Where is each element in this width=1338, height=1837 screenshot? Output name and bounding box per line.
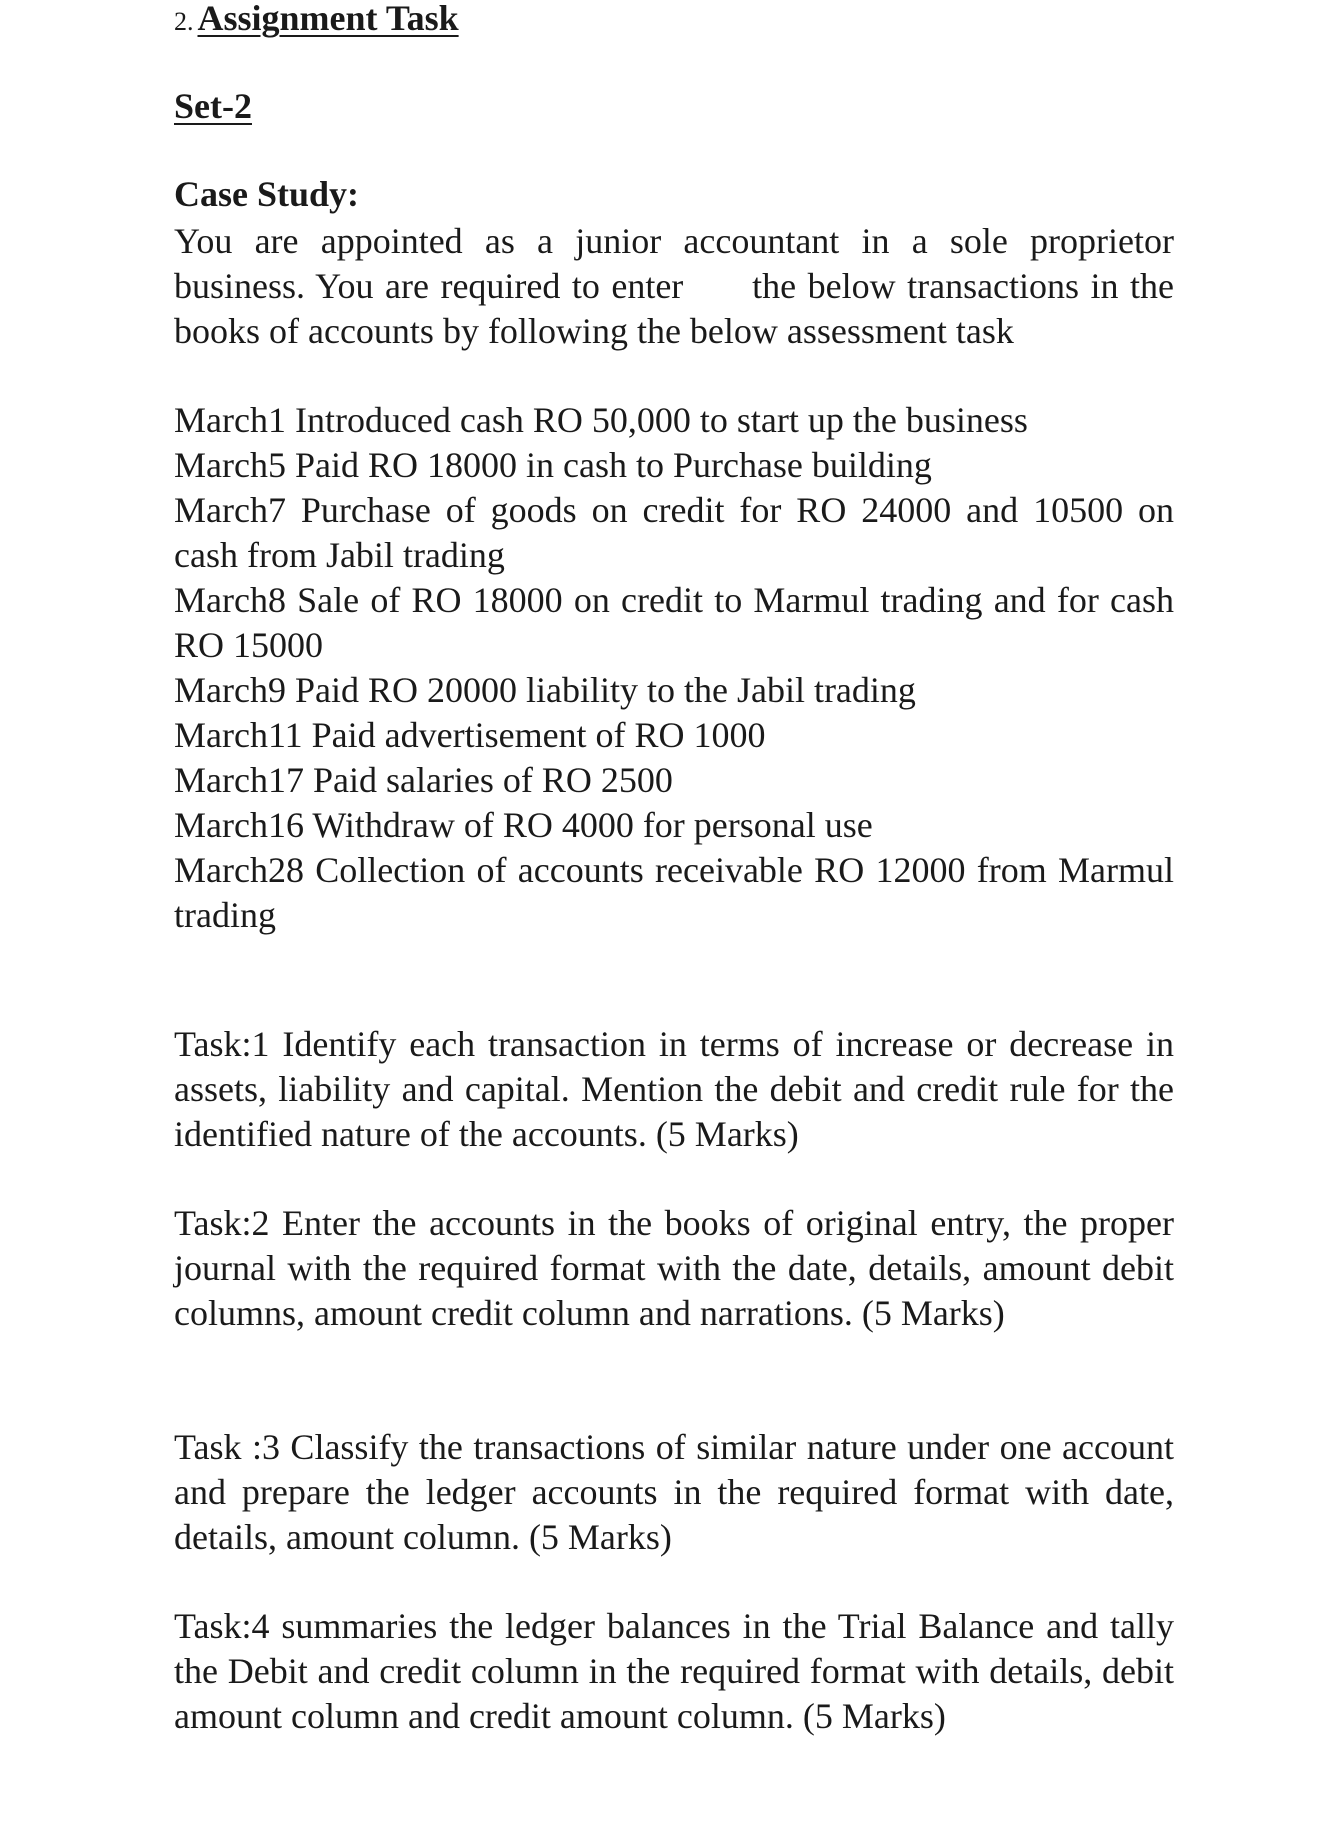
- transaction-text: Paid advertisement of RO 1000: [302, 715, 766, 755]
- task-2: Task:2 Enter the accounts in the books of original entry, the proper journal with the required format with the date, details, amount debit columns, amount credit column and narrations. (5 Marks): [174, 1203, 1174, 1333]
- transaction-text: Purchase of goods on credit for RO 24000 and 10500 on cash from Jabil trading: [174, 490, 1174, 575]
- transaction-date: March16: [174, 805, 304, 845]
- assignment-heading: [174, 0, 459, 36]
- transaction-date: March7: [174, 490, 286, 530]
- transaction-text: Paid RO 18000 in cash to Purchase building: [285, 445, 932, 485]
- transaction-date: March11: [174, 715, 303, 755]
- transaction-item: [174, 668, 1174, 713]
- task-1: Task:1 Identify each transaction in terms of increase or decrease in assets, liability and capital. Mention the debit and credit rule for the identified nature of the accounts. (5 Marks): [174, 1024, 1174, 1154]
- transaction-text: Introduced cash RO 50,000 to start up the business: [285, 400, 1028, 440]
- transaction-date: March9: [174, 670, 286, 710]
- transaction-date: March28: [174, 850, 304, 890]
- heading-number: 2.: [174, 7, 194, 36]
- transaction-item: [174, 488, 1174, 578]
- transaction-date: March17: [174, 760, 304, 800]
- transaction-text: Paid RO 20000 liability to the Jabil trading: [285, 670, 916, 710]
- transaction-item: [174, 578, 1174, 668]
- transaction-list: [174, 398, 1174, 938]
- transaction-text: Withdraw of RO 4000 for personal use: [303, 805, 873, 845]
- transaction-item: [174, 848, 1174, 938]
- transaction-text: Sale of RO 18000 on credit to Marmul trading and for cash RO 15000: [174, 580, 1174, 665]
- heading-title: Assignment Task: [197, 0, 459, 38]
- transaction-date: March1: [174, 400, 286, 440]
- task-3: Task :3 Classify the transactions of similar nature under one account and prepare the ledger accounts in the required format with date, details, amount column. (5 Marks): [174, 1427, 1174, 1557]
- transaction-date: March8: [174, 580, 286, 620]
- transaction-item: [174, 758, 1174, 803]
- set-title: Set-2: [174, 86, 252, 126]
- transaction-item: [174, 803, 1174, 848]
- transaction-item: [174, 713, 1174, 758]
- transaction-item: [174, 443, 1174, 488]
- transaction-text: Paid salaries of RO 2500: [303, 760, 673, 800]
- transaction-text: Collection of accounts receivable RO 12000 from Marmul trading: [174, 850, 1174, 935]
- transaction-item: [174, 398, 1174, 443]
- transaction-date: March5: [174, 445, 286, 485]
- task-4: Task:4 summaries the ledger balances in the Trial Balance and tally the Debit and credit column in the required format with details, debit amount column and credit amount column. (5 Marks): [174, 1606, 1174, 1736]
- case-study-heading: Case Study:: [174, 174, 360, 214]
- case-study-intro: You are appointed as a junior accountant in a sole proprietor business. You are required to enter the below transactions in the books of accounts by following the below assessment task: [174, 221, 1183, 351]
